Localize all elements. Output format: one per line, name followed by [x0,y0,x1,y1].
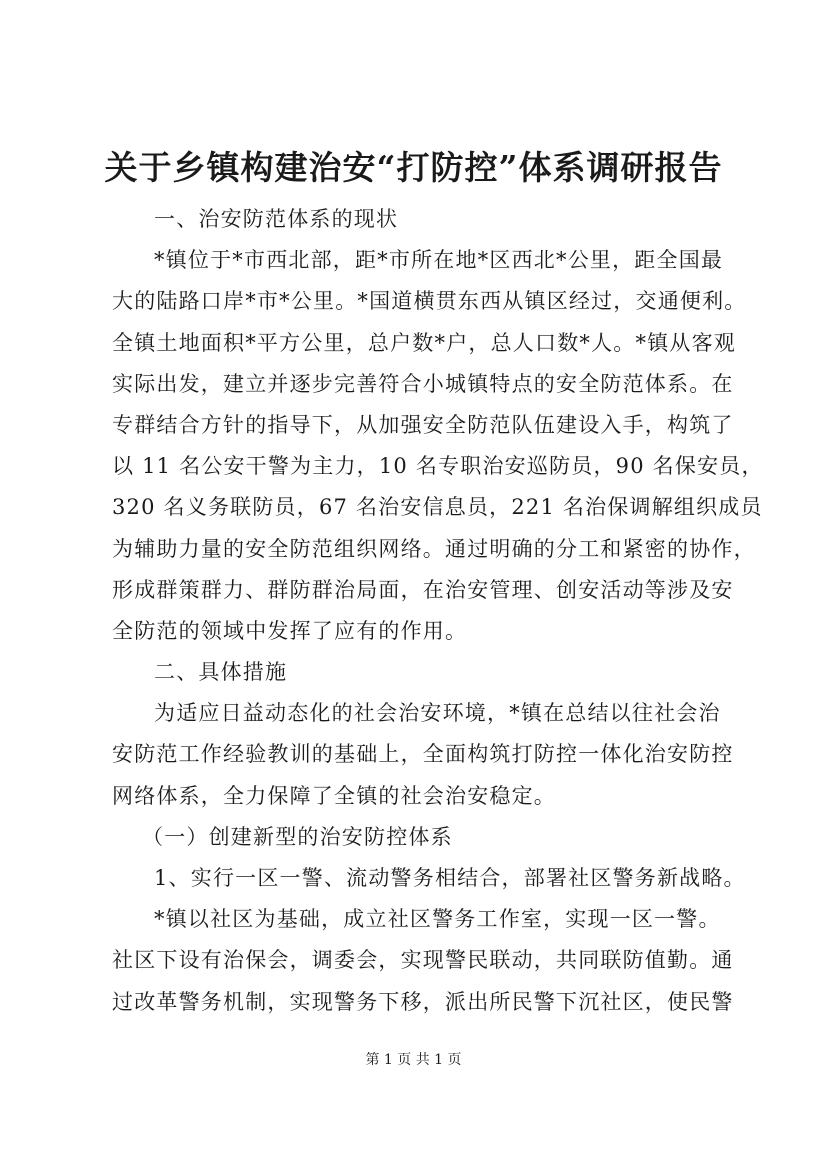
paragraph-line: *镇以社区为基础，成立社区警务工作室，实现一区一警。 [154,907,721,932]
subsection-heading: （一）创建新型的治安防控体系 [142,824,453,849]
paragraph-line: 为辅助力量的安全防范组织网络。通过明确的分工和紧密的协作， [112,536,756,561]
paragraph-line: 全镇土地面积*平方公里，总户数*户，总人口数*人。*镇从客观 [112,330,736,355]
paragraph-line: 320 名义务联防员，67 名治安信息员，221 名治保调解组织成员 [112,495,763,520]
paragraph-line: 全防范的领域中发挥了应有的作用。 [112,618,468,643]
paragraph-line: 以 11 名公安干警为主力，10 名专职治安巡防员，90 名保安员， [112,454,764,479]
section-heading-1: 一、治安防范体系的现状 [154,207,399,231]
page-footer: 第 1 页 共 1 页 [365,1052,462,1068]
section-heading-2: 二、具体措施 [154,660,288,685]
paragraph-line: 大的陆路口岸*市*公里。*国道横贯东西从镇区经过，交通便利。 [112,289,747,314]
paragraph-line: 网络体系，全力保障了全镇的社会治安稳定。 [112,783,556,808]
paragraph-line: 1、实行一区一警、流动警务相结合，部署社区警务新战略。 [154,866,746,890]
document-title: 关于乡镇构建治安“打防控”体系调研报告 [104,148,723,187]
paragraph-line: 专群结合方针的指导下，从加强安全防范队伍建设入手，构筑了 [112,412,734,437]
paragraph-line: 安防范工作经验教训的基础上，全面构筑打防控一体化治安防控 [112,742,734,767]
document-body [112,199,764,1023]
paragraph-line: *镇位于*市西北部，距*市所在地*区西北*公里，距全国最 [154,248,724,273]
paragraph-line: 为适应日益动态化的社会治安环境，*镇在总结以往社会治 [154,701,721,726]
paragraph-line: 形成群策群力、群防群治局面，在治安管理、创安活动等涉及安 [112,577,734,602]
paragraph-line: 过改革警务机制，实现警务下移，派出所民警下沉社区，使民警 [112,989,734,1014]
paragraph-line: 实际出发，建立并逐步完善符合小城镇特点的安全防范体系。在 [112,371,734,396]
paragraph-line: 社区下设有治保会，调委会，实现警民联动，共同联防值勤。通 [112,948,734,973]
